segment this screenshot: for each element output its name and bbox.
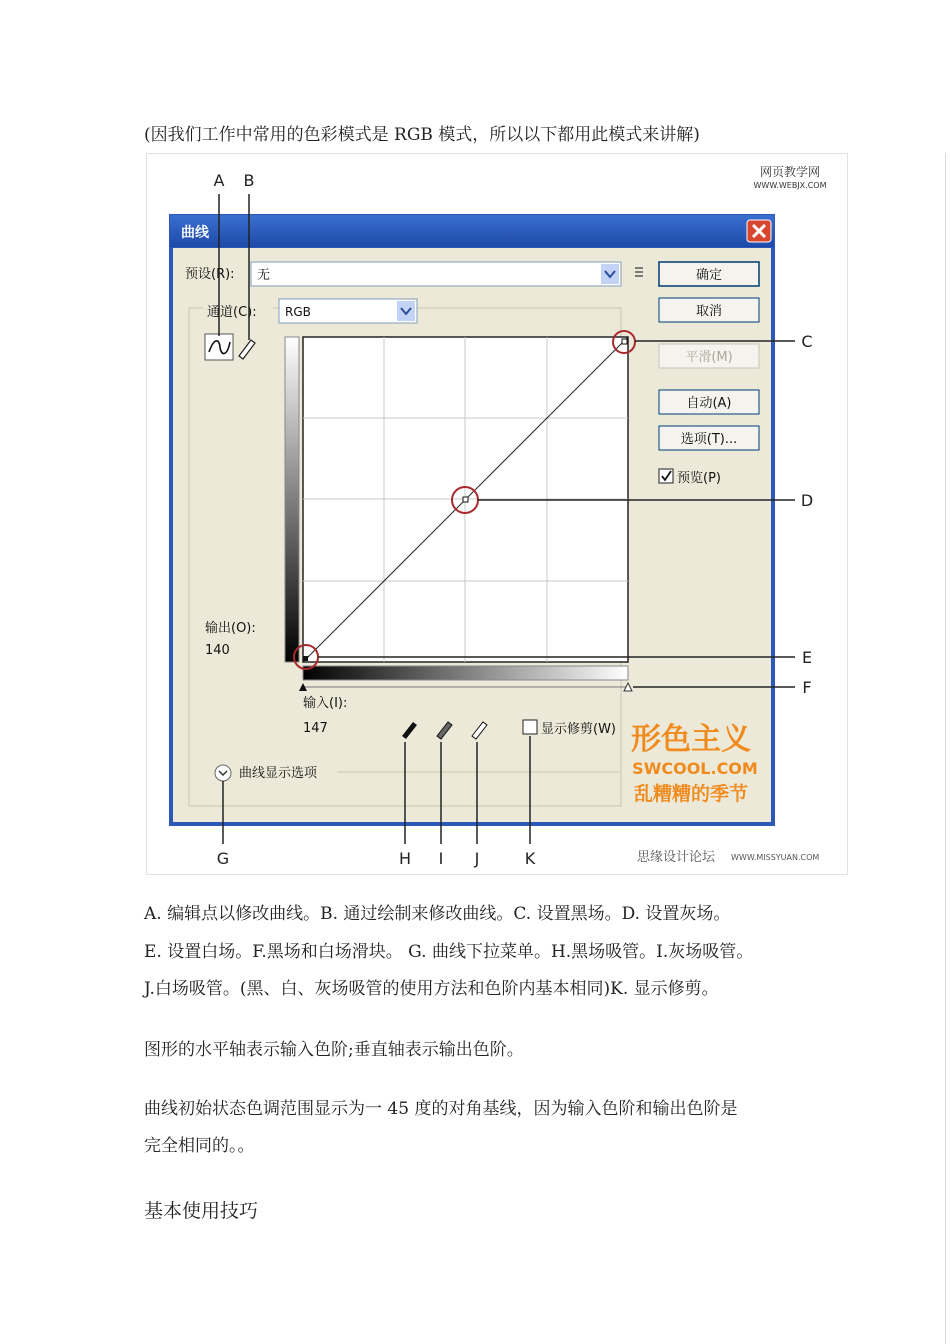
page-edge-line bbox=[945, 153, 946, 1344]
watermark-bottom-url: WWW.MISSYUAN.COM bbox=[731, 853, 820, 862]
curve-display-options: 曲线显示选项 bbox=[239, 766, 318, 781]
chevron-down-icon bbox=[397, 301, 415, 321]
cancel-button-label: 取消 bbox=[695, 304, 723, 319]
callout-a: A bbox=[213, 171, 225, 190]
curves-dialog-figure bbox=[146, 153, 848, 875]
callout-g: G bbox=[216, 849, 230, 868]
channel-label: 通道(C): bbox=[207, 305, 257, 320]
axis-note: 图形的水平轴表示输入色阶;垂直轴表示输出色阶。 bbox=[144, 1040, 524, 1060]
ok-button-label: 确定 bbox=[695, 268, 723, 283]
smooth-button-label: 平滑(M) bbox=[685, 350, 733, 365]
callout-k: K bbox=[524, 849, 536, 868]
input-value: 147 bbox=[303, 721, 328, 736]
watermark-top-url: WWW.WEBJX.COM bbox=[753, 181, 827, 190]
curve-display-options-toggle[interactable] bbox=[215, 765, 231, 781]
input-gradient-bar bbox=[303, 666, 628, 680]
output-label: 输出(O): bbox=[205, 621, 256, 636]
preview-checkbox[interactable] bbox=[659, 469, 673, 483]
dialog-title: 曲线 bbox=[181, 225, 209, 241]
callout-f: F bbox=[802, 678, 812, 697]
auto-button-label: 自动(A) bbox=[686, 396, 732, 411]
initial-note-line-2: 完全相同的。。 bbox=[144, 1136, 255, 1156]
edit-points-tool[interactable] bbox=[205, 334, 233, 360]
callout-e: E bbox=[801, 648, 813, 667]
callout-b: B bbox=[243, 171, 255, 190]
section-heading: 基本使用技巧 bbox=[144, 1200, 259, 1222]
initial-note-line-1: 曲线初始状态色调范围显示为一 45 度的对角基线，因为输入色阶和输出色阶是 bbox=[144, 1099, 738, 1119]
channel-value: RGB bbox=[285, 305, 311, 319]
callout-j: J bbox=[474, 849, 480, 868]
caption-line-2: E. 设置白场。F.黑场和白场滑块。 G. 曲线下拉菜单。H.黑场吸管。I.灰场吸管。 bbox=[144, 942, 754, 962]
output-gradient-bar bbox=[285, 337, 299, 662]
show-clipping-checkbox[interactable] bbox=[523, 720, 537, 734]
preset-label: 预设(R): bbox=[185, 267, 235, 282]
preview-label: 预览(P) bbox=[677, 471, 721, 486]
watermark-logo-sub: 乱糟糟的季节 bbox=[633, 783, 749, 805]
options-button-label: 选项(T)... bbox=[680, 432, 738, 447]
callout-h: H bbox=[398, 849, 412, 868]
output-value: 140 bbox=[205, 643, 230, 658]
dialog-titlebar bbox=[170, 215, 774, 247]
show-clipping-label: 显示修剪(W) bbox=[541, 722, 616, 737]
callout-d: D bbox=[800, 491, 814, 510]
chevron-down-icon bbox=[601, 264, 619, 284]
intro-line: (因我们工作中常用的色彩模式是 RGB 模式，所以以下都用此模式来讲解) bbox=[144, 125, 700, 145]
watermark-bottom: 思缘设计论坛 bbox=[637, 850, 716, 865]
preset-value: 无 bbox=[257, 268, 271, 283]
callout-c: C bbox=[801, 332, 813, 351]
preset-select[interactable] bbox=[251, 262, 621, 286]
caption-line-1: A. 编辑点以修改曲线。B. 通过绘制来修改曲线。C. 设置黑场。D. 设置灰场。 bbox=[144, 904, 731, 924]
caption-line-3: J.白场吸管。(黑、白、灰场吸管的使用方法和色阶内基本相同)K. 显示修剪。 bbox=[144, 979, 719, 999]
black-point-anchor bbox=[303, 656, 308, 661]
callout-i: I bbox=[438, 849, 444, 868]
white-point-anchor bbox=[622, 339, 627, 344]
close-button[interactable] bbox=[747, 220, 771, 242]
input-label: 输入(I): bbox=[303, 696, 348, 711]
watermark-logo: 形色主义 bbox=[631, 722, 751, 757]
watermark-logo-url: SWCOOL.COM bbox=[632, 759, 758, 778]
watermark-top: 网页教学网 bbox=[759, 165, 821, 179]
gray-point-anchor bbox=[463, 497, 468, 502]
